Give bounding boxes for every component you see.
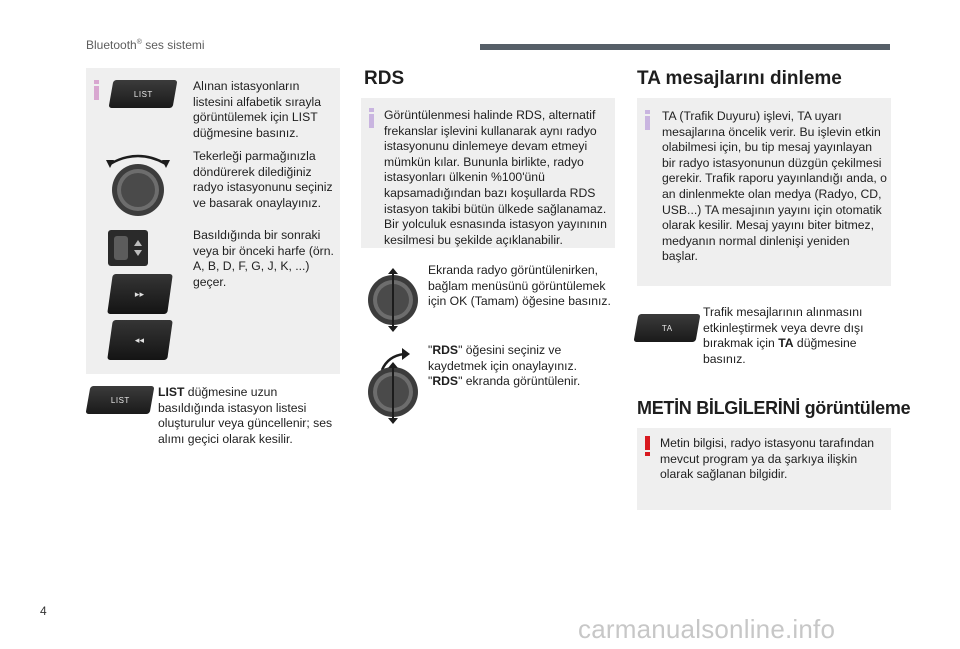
- letter-skip-instruction-text: Basıldığında bir sonraki veya bir önceki harfe (örn. A, B, D, F, G, J, K, ...) geçer.: [193, 228, 334, 289]
- text-info-heading: METİN BİLGİLERİNİ görüntüleme: [637, 398, 911, 418]
- info-icon: [94, 80, 100, 100]
- header-rule: [480, 44, 890, 50]
- knob-instruction-text: Tekerleği parmağınızla döndürerek dilediğiniz radyo istasyonunu seçiniz ve basarak onaylayınız.: [193, 149, 333, 210]
- rotate-and-press-knob-icon: [364, 346, 434, 426]
- ta-heading: TA mesajlarını dinleme: [637, 68, 842, 89]
- page-number: 4: [40, 604, 47, 618]
- ta-button-image: TA: [634, 314, 701, 342]
- ta-info-text: TA (Trafik Duyuru) işlevi, TA uyarı mesajlarına öncelik verir. Bu işlevin etkin olabilmesi için, bu tip mesaj yayınlayan bir radyo istasyonunun düzgün çekilmesi gerekir. Trafik raporu yayınlandığı anda, o an dinlenmekte olan medya (Radyo, CD, USB...) TA mesajının yayını için otomatik olarak kesilir. Mesaj yayını biter bitmez, medyanın normal dinlenişi yeniden başlar.: [662, 109, 887, 264]
- info-icon: [645, 110, 651, 130]
- list-button-image-2: LIST: [86, 386, 155, 414]
- page-header-title: Bluetooth® ses sistemi: [86, 38, 205, 52]
- rotary-knob-icon: [104, 146, 172, 218]
- list-instruction-text: Alınan istasyonların listesini alfabetik sırayla görüntülemek için LIST düğmesine basınız.: [193, 79, 322, 140]
- ta-toggle-text: Trafik mesajlarının alınmasını etkinleştirmek veya devre dışı bırakmak için TA düğmesine basınız.: [703, 305, 864, 366]
- watermark: carmanualsonline.info: [578, 614, 836, 644]
- warning-icon: [645, 436, 651, 456]
- rds-step2-text: "RDS" öğesini seçiniz ve kaydetmek için onaylayınız. "RDS" ekranda görüntülenir.: [428, 343, 581, 389]
- rds-info-text: Görüntülenmesi halinde RDS, alternatif frekanslar işlevini kullanarak aynı radyo istasyonunu dinlemeye devam etmeyi mümkün kılar. Bununla birlikte, radyo istasyonları ülkenin %100'ünü kapsamadığından bazı koşullarda RDS istasyon takibi bütün ülkede sağlanamaz. Bir yolculuk esnasında istasyon yayınının kesilmesi bu şekilde açıklanabilir.: [384, 108, 607, 247]
- rds-step1-text: Ekranda radyo görüntülenirken, bağlam menüsünü görüntülemek için OK (Tamam) öğesine basınız.: [428, 263, 611, 309]
- side-scroll-control-icon: [108, 230, 148, 266]
- ok-knob-icon: [364, 268, 422, 334]
- rds-heading: RDS: [364, 68, 405, 89]
- previous-button-image: ◂◂: [107, 320, 173, 360]
- list-button-image: LIST: [109, 80, 178, 108]
- text-info-warning-text: Metin bilgisi, radyo istasyonu tarafından mevcut program ya da şarkıya ilişkin olarak sağlanan bilgidir.: [660, 436, 875, 482]
- info-icon: [369, 108, 375, 128]
- list-long-press-text: LIST düğmesine uzun basıldığında istasyon listesi oluşturulur veya güncellenir; ses alımı geçici olarak kesilir.: [158, 385, 333, 446]
- next-button-image: ▸▸: [107, 274, 173, 314]
